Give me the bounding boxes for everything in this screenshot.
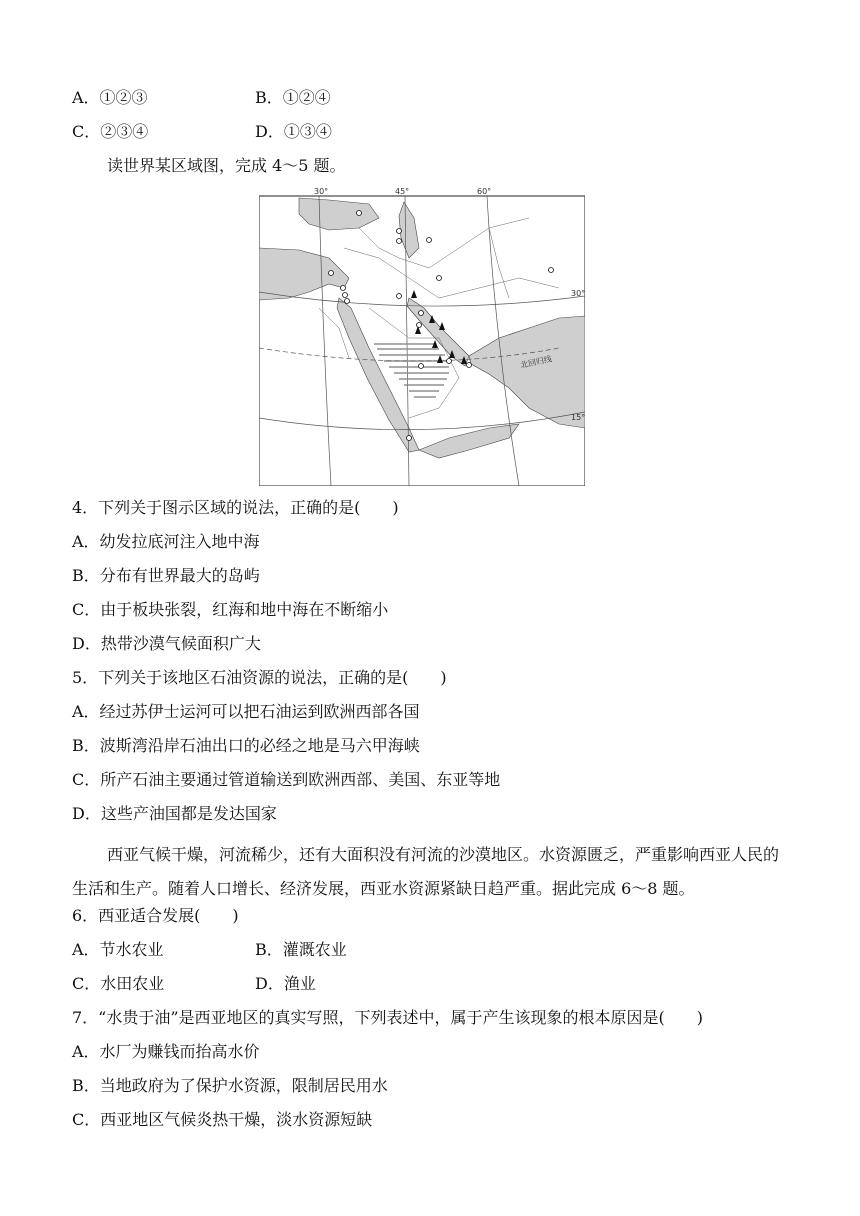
q5-option-a: A．经过苏伊士运河可以把石油运到欧洲西部各国 xyxy=(72,702,420,721)
q7-stem: 7．“水贵于油”是西亚地区的真实写照，下列表述中，属于产生该现象的根本原因是( ) xyxy=(72,1008,704,1027)
q3-option-b: B．①②④ xyxy=(255,88,331,107)
lat-label-15: 15° xyxy=(571,413,585,422)
q4-option-d: D．热带沙漠气候面积广大 xyxy=(72,634,261,653)
q3-option-c: C．②③④ xyxy=(72,122,149,141)
q3-option-a: A．①②③ xyxy=(72,88,148,107)
lon-label-30: 30° xyxy=(314,188,329,196)
west-asia-map xyxy=(259,188,585,486)
passage-text: 西亚气候干燥，河流稀少，还有大面积没有河流的沙漠地区。水资源匮乏，严重影响西亚人民的生活和生产。随着人口增长、经济发展，西亚水资源紧缺日趋严重。据此完成 6～8 题。 xyxy=(72,845,780,898)
lon-label-45: 45° xyxy=(395,188,410,196)
q4-option-c: C．由于板块张裂，红海和地中海在不断缩小 xyxy=(72,600,389,619)
q6-stem: 6．西亚适合发展( ) xyxy=(72,906,239,925)
q5-option-b: B．波斯湾沿岸石油出口的必经之地是马六甲海峡 xyxy=(72,736,420,755)
q7-option-c: C．西亚地区气候炎热干燥，淡水资源短缺 xyxy=(72,1110,373,1129)
q7-option-b: B．当地政府为了保护水资源，限制居民用水 xyxy=(72,1076,388,1095)
q4-option-a: A．幼发拉底河注入地中海 xyxy=(72,532,260,551)
q5-option-c: C．所产石油主要通过管道输送到欧洲西部、美国、东亚等地 xyxy=(72,770,501,789)
q4-stem: 4．下列关于图示区域的说法，正确的是( ) xyxy=(72,498,399,517)
q6-option-b: B．灌溉农业 xyxy=(255,940,347,959)
tropic-label: 北回归线 xyxy=(519,354,553,370)
q6-option-a: A．节水农业 xyxy=(72,940,164,959)
q6-option-d: D．渔业 xyxy=(255,974,316,993)
q4-option-b: B．分布有世界最大的岛屿 xyxy=(72,566,260,585)
q7-option-a: A．水厂为赚钱而抬高水价 xyxy=(72,1042,260,1061)
q5-stem: 5．下列关于该地区石油资源的说法，正确的是( ) xyxy=(72,668,447,687)
lon-label-60: 60° xyxy=(477,188,492,196)
map-intro: 读世界某区域图，完成 4～5 题。 xyxy=(107,156,346,175)
lat-label-30: 30° xyxy=(571,289,585,298)
q6-option-c: C．水田农业 xyxy=(72,974,165,993)
q5-option-d: D．这些产油国都是发达国家 xyxy=(72,804,277,823)
q3-option-d: D．①③④ xyxy=(255,122,332,141)
